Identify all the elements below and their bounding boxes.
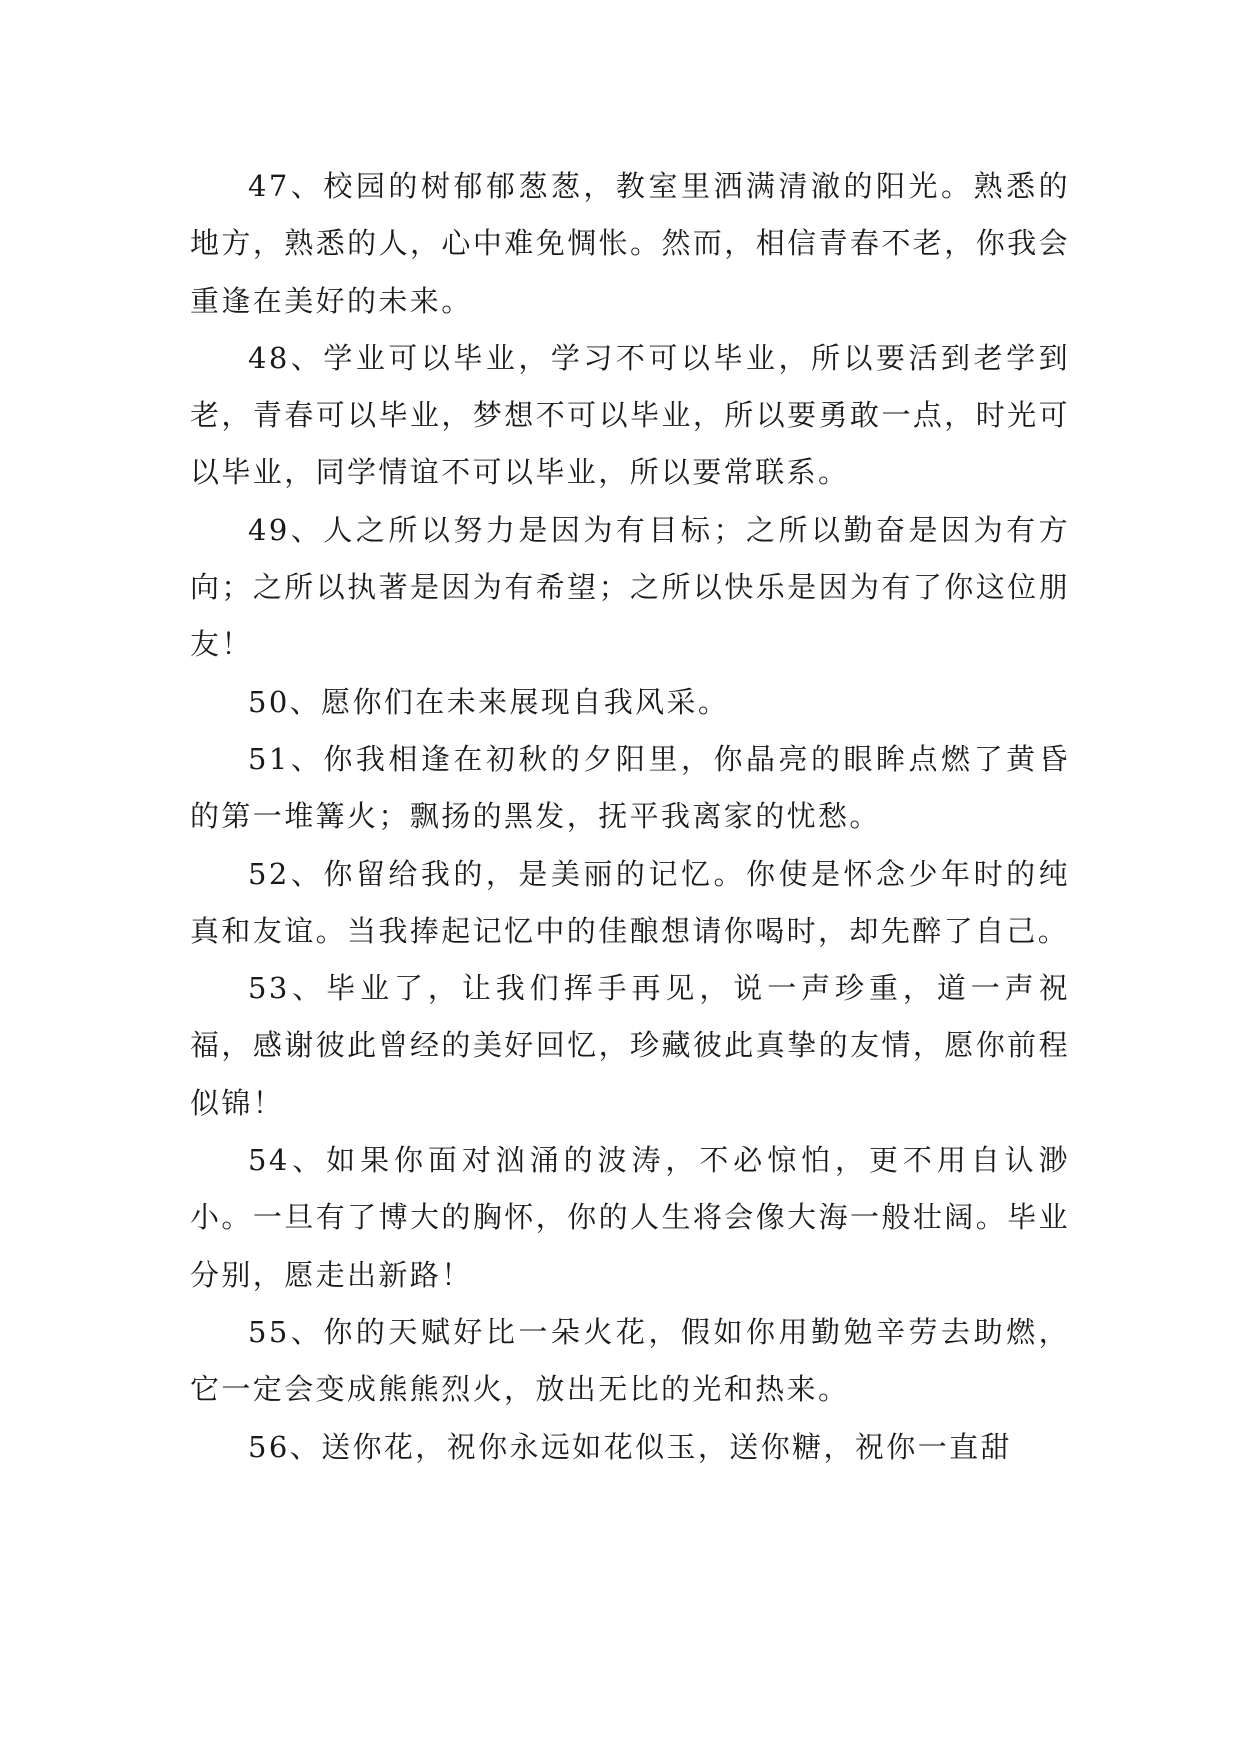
paragraph-51: 51、你我相逢在初秋的夕阳里，你晶亮的眼眸点燃了黄昏的第一堆篝火；飘扬的黑发，抚平我离家的忧愁。 <box>190 741 1070 834</box>
paragraph-52: 52、你留给我的，是美丽的记忆。你使是怀念少年时的纯真和友谊。当我捧起记忆中的佳酿想请你喝时，却先醉了自己。 <box>190 856 1070 948</box>
paragraph-56: 56、送你花，祝你永远如花似玉，送你糖，祝你一直甜 <box>248 1429 1012 1464</box>
paragraph-48: 48、学业可以毕业，学习不可以毕业，所以要活到老学到老，青春可以毕业，梦想不可以毕业，所以要勇敢一点，时光可以毕业，同学情谊不可以毕业，所以要常联系。 <box>190 340 1070 490</box>
paragraph-50: 50、愿你们在未来展现自我风采。 <box>248 684 730 719</box>
paragraph-47: 47、校园的树郁郁葱葱，教室里洒满清澈的阳光。熟悉的地方，熟悉的人，心中难免惆怅。然而，相信青春不老，你我会重逢在美好的未来。 <box>190 169 1070 318</box>
paragraph-49: 49、人之所以努力是因为有目标；之所以勤奋是因为有方向；之所以执著是因为有希望；之所以快乐是因为有了你这位朋友！ <box>190 512 1070 662</box>
paragraph-53: 53、毕业了，让我们挥手再见，说一声珍重，道一声祝福，感谢彼此曾经的美好回忆，珍藏彼此真挚的友情，愿你前程似锦！ <box>190 971 1070 1120</box>
document-body <box>190 158 1070 1476</box>
paragraph-55: 55、你的天赋好比一朵火花，假如你用勤勉辛劳去助燃，它一定会变成熊熊烈火，放出无比的光和热来。 <box>190 1314 1070 1407</box>
paragraph-54: 54、如果你面对汹涌的波涛，不必惊怕，更不用自认渺小。一旦有了博大的胸怀，你的人生将会像大海一般壮阔。毕业分别，愿走出新路！ <box>190 1143 1070 1292</box>
